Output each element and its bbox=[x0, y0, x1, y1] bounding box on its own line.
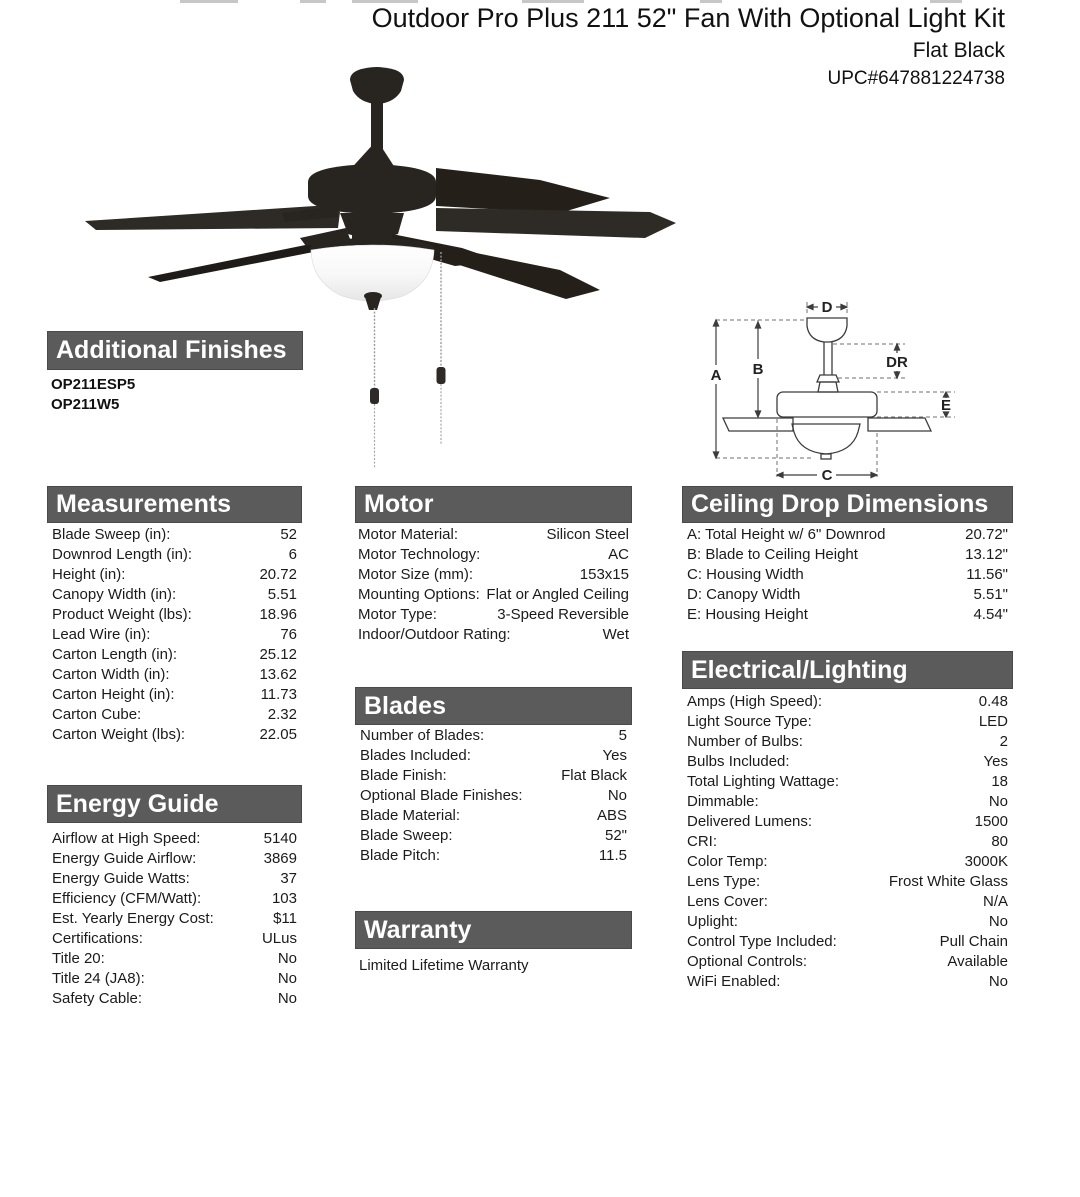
spec-row bbox=[682, 791, 1013, 811]
spec-value: 37 bbox=[280, 869, 297, 887]
spec-row bbox=[47, 988, 302, 1008]
section-measurements bbox=[47, 486, 302, 744]
spec-value: ABS bbox=[596, 806, 627, 824]
spec-table bbox=[682, 524, 1013, 624]
section-additional-finishes bbox=[47, 331, 303, 415]
spec-row bbox=[355, 725, 632, 745]
spec-value: 0.48 bbox=[978, 692, 1008, 710]
spec-row bbox=[682, 831, 1013, 851]
spec-label: Amps (High Speed): bbox=[687, 692, 823, 710]
section-electrical-lighting bbox=[682, 651, 1013, 991]
section-header: Blades bbox=[355, 687, 632, 725]
spec-label: Airflow at High Speed: bbox=[52, 829, 201, 847]
spec-label: Blade Finish: bbox=[360, 766, 447, 784]
spec-value: 25.12 bbox=[259, 645, 297, 663]
section-header: Energy Guide bbox=[47, 785, 302, 823]
spec-label: CRI: bbox=[687, 832, 717, 850]
pull-chain-handle bbox=[437, 367, 446, 384]
page-title: Outdoor Pro Plus 211 52" Fan With Optional Light Kit bbox=[371, 3, 1005, 33]
section-warranty bbox=[355, 911, 632, 974]
finish-item: OP211ESP5 bbox=[51, 376, 136, 393]
spec-row bbox=[355, 564, 632, 584]
spec-row bbox=[47, 848, 302, 868]
spec-value: Pull Chain bbox=[939, 932, 1008, 950]
spec-row bbox=[47, 684, 302, 704]
spec-row bbox=[682, 931, 1013, 951]
spec-value: AC bbox=[608, 545, 629, 563]
spec-row bbox=[47, 604, 302, 624]
spec-label: B: Blade to Ceiling Height bbox=[687, 545, 858, 563]
spec-label: Canopy Width (in): bbox=[52, 585, 177, 603]
spec-row bbox=[47, 724, 302, 744]
spec-value: 6 bbox=[288, 545, 297, 563]
spec-value: 5.51" bbox=[973, 585, 1008, 603]
spec-row bbox=[47, 544, 302, 564]
spec-label: Efficiency (CFM/Watt): bbox=[52, 889, 202, 907]
spec-label: Lens Type: bbox=[687, 872, 761, 890]
spec-value: 52 bbox=[280, 525, 297, 543]
spec-label: A: Total Height w/ 6" Downrod bbox=[687, 525, 886, 543]
spec-label: Optional Blade Finishes: bbox=[360, 786, 523, 804]
spec-value: 20.72" bbox=[965, 525, 1008, 543]
finish-item: OP211W5 bbox=[51, 396, 120, 413]
diagram-blade-left bbox=[723, 418, 793, 431]
spec-value: Silicon Steel bbox=[546, 525, 629, 543]
spec-label: Est. Yearly Energy Cost: bbox=[52, 909, 214, 927]
spec-value: 18.96 bbox=[259, 605, 297, 623]
spec-value: No bbox=[277, 949, 297, 967]
section-motor bbox=[355, 486, 632, 644]
spec-value: ULus bbox=[261, 929, 297, 947]
spec-label: Mounting Options: bbox=[358, 585, 480, 603]
spec-label: Carton Weight (lbs): bbox=[52, 725, 186, 743]
spec-value: 80 bbox=[991, 832, 1008, 850]
spec-row bbox=[355, 785, 632, 805]
spec-value: LED bbox=[978, 712, 1008, 730]
diagram-downrod-flare bbox=[817, 375, 839, 382]
spec-row bbox=[47, 928, 302, 948]
spec-row bbox=[355, 584, 632, 604]
section-header: Electrical/Lighting bbox=[682, 651, 1013, 689]
spec-row bbox=[682, 751, 1013, 771]
spec-value: Flat Black bbox=[561, 766, 627, 784]
spec-label: Light Source Type: bbox=[687, 712, 812, 730]
spec-value: 52" bbox=[604, 826, 627, 844]
spec-row bbox=[47, 664, 302, 684]
dim-label-b: B bbox=[752, 361, 764, 378]
spec-label: Lens Cover: bbox=[687, 892, 768, 910]
spec-row bbox=[682, 564, 1013, 584]
section-header: Warranty bbox=[355, 911, 632, 949]
finish-list bbox=[47, 370, 303, 415]
spec-row bbox=[682, 711, 1013, 731]
fan-bowl-finial bbox=[365, 297, 381, 310]
spec-value: Flat or Angled Ceiling bbox=[486, 585, 629, 603]
section-header: Measurements bbox=[47, 486, 302, 523]
spec-row bbox=[355, 805, 632, 825]
dim-label-a: A bbox=[710, 367, 722, 384]
spec-label: Motor Technology: bbox=[358, 545, 481, 563]
spec-value: 76 bbox=[280, 625, 297, 643]
spec-table bbox=[682, 691, 1013, 991]
fan-blade bbox=[436, 168, 610, 213]
spec-row bbox=[682, 544, 1013, 564]
spec-value: 4.54" bbox=[973, 605, 1008, 623]
spec-label: Delivered Lumens: bbox=[687, 812, 813, 830]
spec-row bbox=[682, 851, 1013, 871]
spec-value: No bbox=[988, 912, 1008, 930]
spec-label: Product Weight (lbs): bbox=[52, 605, 192, 623]
spec-value: Available bbox=[947, 952, 1008, 970]
spec-value: No bbox=[988, 792, 1008, 810]
spec-value: 153x15 bbox=[579, 565, 629, 583]
section-ceiling-drop-dimensions bbox=[682, 486, 1013, 624]
spec-row bbox=[47, 564, 302, 584]
spec-value: 3869 bbox=[263, 849, 297, 867]
spec-value: Yes bbox=[983, 752, 1008, 770]
spec-label: Title 20: bbox=[52, 949, 105, 967]
spec-label: Motor Type: bbox=[358, 605, 437, 623]
spec-table bbox=[47, 828, 302, 1008]
spec-label: Carton Cube: bbox=[52, 705, 142, 723]
spec-label: E: Housing Height bbox=[687, 605, 808, 623]
section-header: Additional Finishes bbox=[47, 331, 303, 370]
spec-value: 11.56" bbox=[966, 565, 1008, 583]
spec-label: Bulbs Included: bbox=[687, 752, 790, 770]
spec-label: Color Temp: bbox=[687, 852, 768, 870]
pull-chain-handle bbox=[370, 388, 379, 404]
spec-row bbox=[47, 624, 302, 644]
spec-value: 5 bbox=[618, 726, 627, 744]
spec-row bbox=[355, 765, 632, 785]
spec-table bbox=[355, 725, 632, 865]
spec-value: 13.12" bbox=[965, 545, 1008, 563]
spec-row bbox=[682, 731, 1013, 751]
spec-row bbox=[47, 908, 302, 928]
spec-row bbox=[47, 868, 302, 888]
spec-value: No bbox=[988, 972, 1008, 990]
spec-value: No bbox=[607, 786, 627, 804]
dim-label-c: C bbox=[821, 467, 833, 483]
finish-name: Flat Black bbox=[912, 39, 1005, 62]
section-header: Motor bbox=[355, 486, 632, 523]
spec-table bbox=[355, 524, 632, 644]
spec-row bbox=[355, 845, 632, 865]
spec-value: No bbox=[277, 989, 297, 1007]
dim-label-e: E bbox=[940, 397, 952, 414]
spec-row bbox=[47, 968, 302, 988]
spec-value: Frost White Glass bbox=[888, 872, 1008, 890]
spec-row bbox=[47, 584, 302, 604]
section-header: Ceiling Drop Dimensions bbox=[682, 486, 1013, 523]
spec-label: Motor Material: bbox=[358, 525, 459, 543]
spec-label: Motor Size (mm): bbox=[358, 565, 474, 583]
spec-label: Dimmable: bbox=[687, 792, 759, 810]
spec-label: Number of Bulbs: bbox=[687, 732, 803, 750]
fan-blade bbox=[148, 239, 339, 282]
spec-label: Blades Included: bbox=[360, 746, 471, 764]
spec-value: 5.51 bbox=[267, 585, 297, 603]
spec-row bbox=[682, 691, 1013, 711]
diagram-blade-right bbox=[868, 418, 931, 431]
spec-label: WiFi Enabled: bbox=[687, 972, 781, 990]
spec-row bbox=[47, 704, 302, 724]
spec-label: Blade Material: bbox=[360, 806, 461, 824]
warranty-text: Limited Lifetime Warranty bbox=[359, 957, 529, 974]
diagram-light-bowl bbox=[792, 424, 860, 454]
spec-label: Carton Height (in): bbox=[52, 685, 175, 703]
spec-value: 2.32 bbox=[267, 705, 297, 723]
spec-label: Optional Controls: bbox=[687, 952, 808, 970]
spec-value: 3000K bbox=[964, 852, 1008, 870]
spec-label: Energy Guide Airflow: bbox=[52, 849, 197, 867]
spec-row bbox=[355, 624, 632, 644]
spec-table bbox=[47, 524, 302, 744]
spec-label: Height (in): bbox=[52, 565, 126, 583]
spec-row bbox=[682, 811, 1013, 831]
spec-label: D: Canopy Width bbox=[687, 585, 801, 603]
spec-row bbox=[355, 524, 632, 544]
spec-value: 22.05 bbox=[259, 725, 297, 743]
spec-label: Title 24 (JA8): bbox=[52, 969, 145, 987]
remnant-segment bbox=[300, 0, 326, 3]
spec-row bbox=[682, 771, 1013, 791]
spec-row bbox=[682, 524, 1013, 544]
spec-row bbox=[355, 544, 632, 564]
spec-label: Blade Sweep (in): bbox=[52, 525, 171, 543]
spec-label: Carton Length (in): bbox=[52, 645, 178, 663]
spec-label: Blade Pitch: bbox=[360, 846, 441, 864]
spec-row bbox=[682, 971, 1013, 991]
spec-row bbox=[47, 888, 302, 908]
spec-label: Total Lighting Wattage: bbox=[687, 772, 840, 790]
spec-row bbox=[682, 604, 1013, 624]
section-energy-guide bbox=[47, 785, 302, 1008]
spec-value: No bbox=[277, 969, 297, 987]
spec-row bbox=[682, 584, 1013, 604]
fan-canopy bbox=[350, 67, 404, 104]
spec-label: Number of Blades: bbox=[360, 726, 485, 744]
diagram-housing bbox=[777, 392, 877, 417]
spec-row bbox=[47, 524, 302, 544]
dim-label-d: D bbox=[821, 299, 833, 316]
spec-row bbox=[355, 604, 632, 624]
remnant-segment bbox=[180, 0, 238, 3]
spec-row bbox=[682, 871, 1013, 891]
fan-product-image bbox=[40, 58, 690, 478]
spec-value: 1500 bbox=[974, 812, 1008, 830]
spec-value: 11.73 bbox=[260, 685, 297, 703]
spec-row bbox=[355, 745, 632, 765]
spec-label: Uplight: bbox=[687, 912, 738, 930]
spec-label: Downrod Length (in): bbox=[52, 545, 193, 563]
spec-label: Control Type Included: bbox=[687, 932, 837, 950]
spec-value: 20.72 bbox=[259, 565, 297, 583]
spec-value: 3-Speed Reversible bbox=[497, 605, 629, 623]
fan-blade bbox=[436, 208, 676, 238]
spec-value: 13.62 bbox=[259, 665, 297, 683]
ceiling-drop-diagram bbox=[688, 289, 1018, 483]
spec-row bbox=[682, 951, 1013, 971]
spec-value: 11.5 bbox=[598, 846, 627, 864]
spec-label: Lead Wire (in): bbox=[52, 625, 151, 643]
spec-value: 18 bbox=[991, 772, 1008, 790]
fan-motor-housing bbox=[308, 164, 436, 214]
spec-value: N/A bbox=[982, 892, 1008, 910]
spec-value: $11 bbox=[273, 909, 297, 927]
spec-label: Certifications: bbox=[52, 929, 143, 947]
section-blades bbox=[355, 687, 632, 865]
spec-value: Wet bbox=[602, 625, 629, 643]
spec-value: Yes bbox=[602, 746, 627, 764]
spec-value: 2 bbox=[999, 732, 1008, 750]
diagram-canopy bbox=[807, 318, 847, 342]
spec-label: Energy Guide Watts: bbox=[52, 869, 190, 887]
spec-value: 103 bbox=[271, 889, 297, 907]
spec-row bbox=[47, 644, 302, 664]
spec-row bbox=[47, 828, 302, 848]
spec-label: Safety Cable: bbox=[52, 989, 143, 1007]
upc-code: UPC#647881224738 bbox=[827, 68, 1005, 89]
spec-row bbox=[682, 891, 1013, 911]
spec-row bbox=[355, 825, 632, 845]
spec-row bbox=[47, 948, 302, 968]
spec-label: C: Housing Width bbox=[687, 565, 804, 583]
spec-label: Indoor/Outdoor Rating: bbox=[358, 625, 511, 643]
spec-label: Blade Sweep: bbox=[360, 826, 453, 844]
dim-label-dr: DR bbox=[886, 354, 908, 371]
spec-row bbox=[682, 911, 1013, 931]
spec-value: 5140 bbox=[263, 829, 297, 847]
spec-label: Carton Width (in): bbox=[52, 665, 170, 683]
